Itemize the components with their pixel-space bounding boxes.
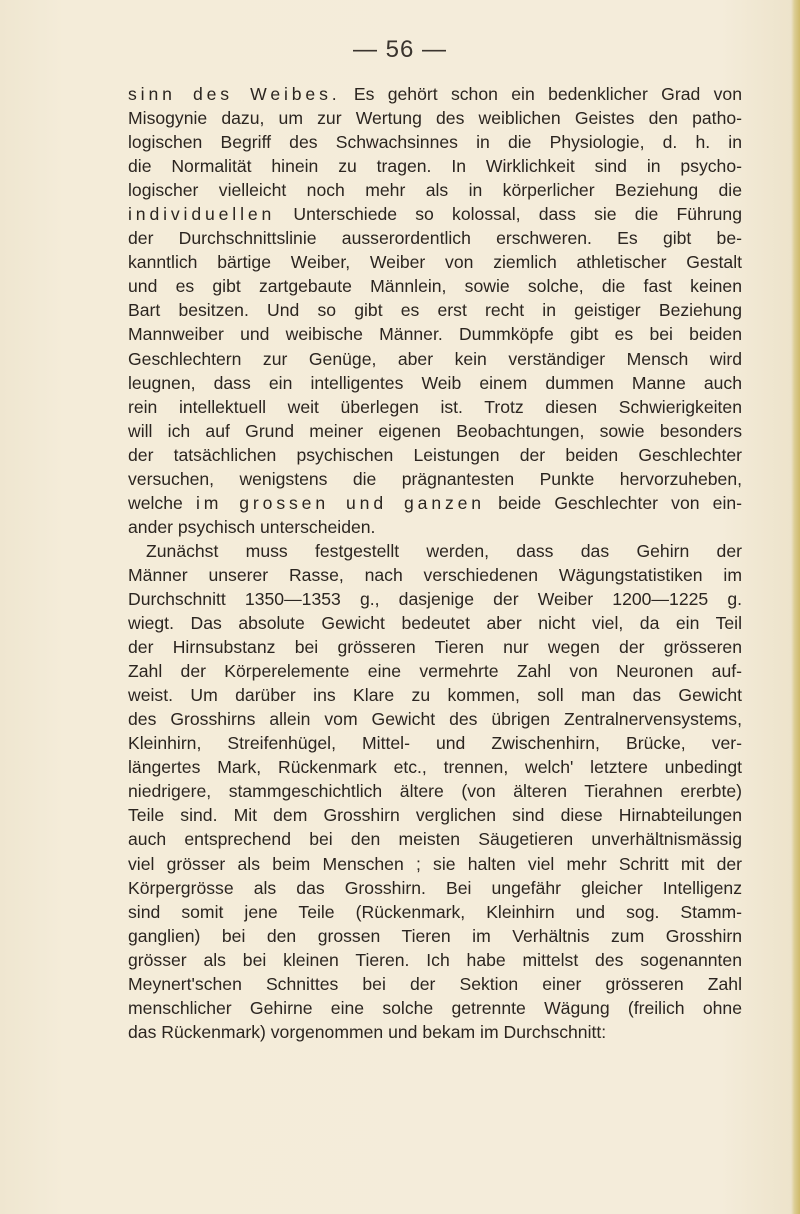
text-segment: Unterschiede so kolossal, dass sie die Führung bbox=[275, 204, 742, 225]
text-segment: der tatsächlichen psychischen Leistungen der beiden Geschlechter bbox=[128, 444, 742, 465]
text-line bbox=[128, 178, 742, 202]
text-segment: kanntlich bärtige Weiber, Weiber von ziemlich athletischer Gestalt bbox=[128, 252, 742, 273]
text-line bbox=[128, 202, 742, 226]
text-segment: der Hirnsubstanz bei grösseren Tieren nur wegen der grösseren bbox=[128, 637, 742, 658]
text-line bbox=[128, 779, 742, 803]
text-line bbox=[128, 491, 742, 515]
text-segment: längertes Mark, Rückenmark etc., trennen, welch' letztere unbedingt bbox=[128, 757, 742, 778]
text-line bbox=[128, 707, 742, 731]
text-line bbox=[128, 395, 742, 419]
text-line bbox=[128, 611, 742, 635]
text-line bbox=[128, 154, 742, 178]
text-line bbox=[128, 563, 742, 587]
text-segment: weist. Um darüber ins Klare zu kommen, soll man das Gewicht bbox=[128, 685, 742, 706]
text-line bbox=[128, 948, 742, 972]
text-segment: niedrigere, stammgeschichtlich ältere (von älteren Tierahnen ererbte) bbox=[128, 781, 742, 802]
text-segment: Durchschnitt 1350—1353 g., dasjenige der Weiber 1200—1225 g. bbox=[128, 588, 742, 609]
text-line bbox=[128, 635, 742, 659]
text-line bbox=[128, 419, 742, 443]
text-segment: grösser als bei kleinen Tieren. Ich habe mittelst des sogenannten bbox=[128, 949, 742, 970]
text-segment: welche bbox=[128, 492, 196, 513]
text-line bbox=[128, 972, 742, 996]
text-line bbox=[128, 996, 742, 1020]
emphasized-text: sinn des Weibes. bbox=[128, 84, 341, 104]
emphasized-text: im grossen und ganzen bbox=[195, 492, 485, 513]
text-segment: des Grosshirns allein vom Gewicht des übrigen Zentralnervensystems, bbox=[128, 709, 742, 730]
text-segment: logischer vielleicht noch mehr als in körperlicher Beziehung die bbox=[128, 180, 742, 201]
text-line bbox=[128, 515, 742, 539]
text-segment: viel grösser als beim Menschen ; sie halten viel mehr Schritt mit der bbox=[128, 853, 742, 874]
text-segment: Bart besitzen. Und so gibt es erst recht in geistiger Beziehung bbox=[128, 300, 742, 321]
text-segment: beide Geschlechter von ein- bbox=[484, 492, 743, 513]
text-segment: Geschlechtern zur Genüge, aber kein verständiger Mensch wird bbox=[128, 348, 742, 369]
text-line bbox=[128, 467, 742, 491]
text-segment: rein intellektuell weit überlegen ist. Trotz diesen Schwierigkeiten bbox=[128, 396, 742, 417]
text-line bbox=[128, 250, 742, 274]
text-segment: der Durchschnittslinie ausserordentlich erschweren. Es gibt be- bbox=[128, 228, 742, 249]
body-text bbox=[128, 82, 742, 1044]
text-segment: will ich auf Grund meiner eigenen Beobachtungen, sowie besonders bbox=[128, 420, 742, 441]
text-line bbox=[128, 803, 742, 827]
text-segment: logischen Begriff des Schwachsinnes in die Physiologie, d. h. in bbox=[128, 132, 742, 153]
text-line bbox=[128, 683, 742, 707]
text-segment: ganglien) bei den grossen Tieren im Verhältnis zum Grosshirn bbox=[128, 925, 742, 946]
text-line bbox=[128, 82, 742, 106]
text-segment: Zahl der Körperelemente eine vermehrte Zahl von Neuronen auf- bbox=[128, 661, 742, 682]
text-line bbox=[128, 900, 742, 924]
text-segment: das Rückenmark) vorgenommen und bekam im Durchschnitt: bbox=[128, 1021, 607, 1042]
text-segment: leugnen, dass ein intelligentes Weib einem dummen Manne auch bbox=[128, 372, 742, 393]
text-segment: versuchen, wenigstens die prägnantesten Punkte hervorzuheben, bbox=[128, 468, 742, 489]
text-line bbox=[128, 755, 742, 779]
text-segment: ander psychisch unterscheiden. bbox=[128, 516, 376, 537]
text-line bbox=[128, 731, 742, 755]
text-segment: Körpergrösse als das Grosshirn. Bei ungefähr gleicher Intelligenz bbox=[128, 877, 742, 898]
text-line bbox=[128, 587, 742, 611]
text-segment: Teile sind. Mit dem Grosshirn verglichen sind diese Hirnabteilungen bbox=[128, 805, 742, 826]
text-segment: Meynert'schen Schnittes bei der Sektion einer grösseren Zahl bbox=[128, 973, 742, 994]
text-segment: und es gibt zartgebaute Männlein, sowie solche, die fast keinen bbox=[128, 276, 742, 297]
text-line bbox=[128, 659, 742, 683]
text-segment: Zunächst muss festgestellt werden, dass das Gehirn der bbox=[146, 540, 742, 561]
text-line bbox=[128, 876, 742, 900]
text-line bbox=[128, 443, 742, 467]
text-line bbox=[128, 539, 742, 563]
text-line bbox=[128, 371, 742, 395]
page-edge-shadow bbox=[791, 0, 800, 1214]
text-line bbox=[128, 1020, 742, 1044]
text-segment: Kleinhirn, Streifenhügel, Mittel- und Zwischenhirn, Brücke, ver- bbox=[128, 733, 742, 754]
text-segment: auch entsprechend bei den meisten Säugetieren unverhältnismässig bbox=[128, 829, 742, 850]
text-line bbox=[128, 322, 742, 346]
text-line bbox=[128, 274, 742, 298]
text-line bbox=[128, 298, 742, 322]
text-segment: wiegt. Das absolute Gewicht bedeutet aber nicht viel, da ein Teil bbox=[128, 613, 742, 634]
text-segment: Männer unserer Rasse, nach verschiedenen Wägungstatistiken im bbox=[128, 564, 742, 585]
text-line bbox=[128, 347, 742, 371]
text-line bbox=[128, 827, 742, 851]
text-line bbox=[128, 226, 742, 250]
text-segment: Mannweiber und weibische Männer. Dummköpfe gibt es bei beiden bbox=[128, 324, 742, 345]
text-line bbox=[128, 924, 742, 948]
text-line bbox=[128, 130, 742, 154]
text-line bbox=[128, 106, 742, 130]
text-line bbox=[128, 852, 742, 876]
text-segment: Misogynie dazu, um zur Wertung des weiblichen Geistes den patho- bbox=[128, 108, 742, 129]
text-segment: menschlicher Gehirne eine solche getrennte Wägung (freilich ohne bbox=[128, 997, 742, 1018]
text-segment: die Normalität hinein zu tragen. In Wirklichkeit sind in psycho- bbox=[128, 156, 742, 177]
text-segment: sind somit jene Teile (Rückenmark, Kleinhirn und sog. Stamm- bbox=[128, 901, 742, 922]
page-number: — 56 — bbox=[352, 36, 448, 63]
text-segment: Es gehört schon ein bedenklicher Grad von bbox=[340, 84, 742, 104]
emphasized-text: individuellen bbox=[128, 204, 276, 225]
